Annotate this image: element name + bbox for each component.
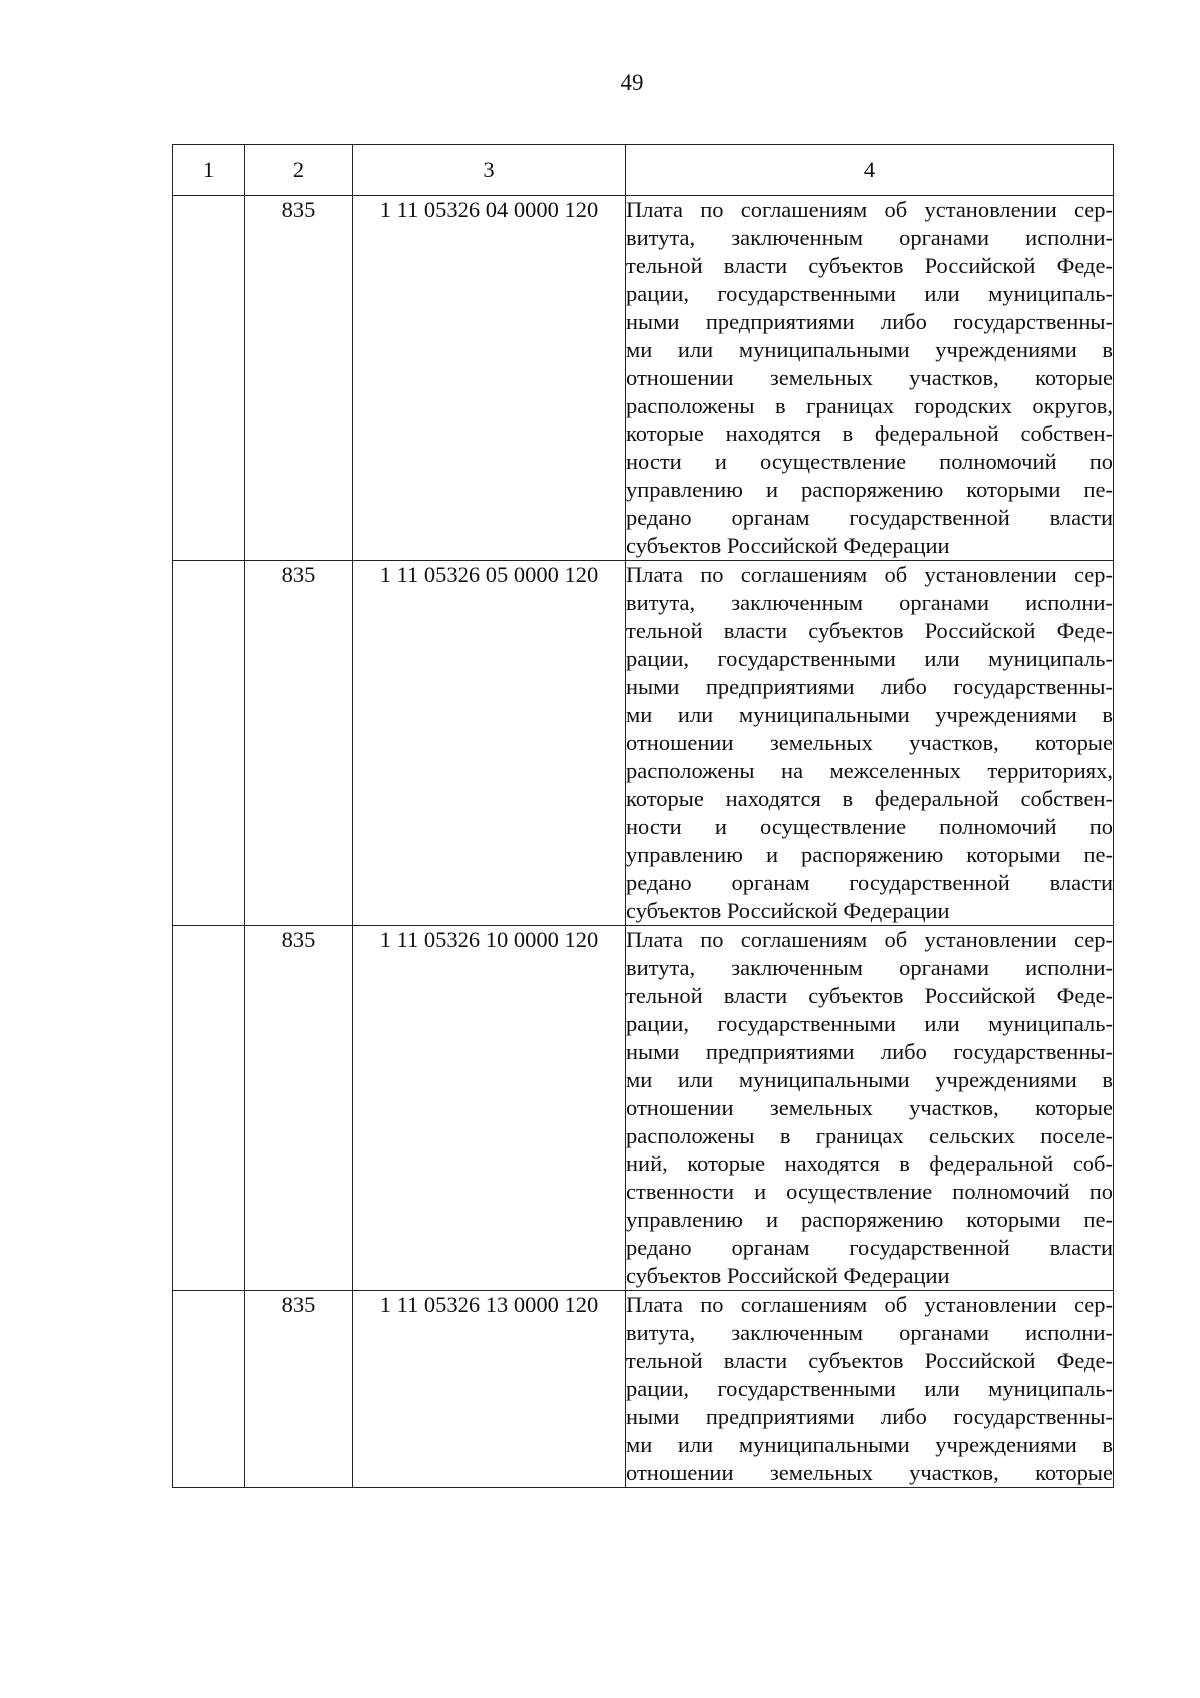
row-revenue-code-cell: 1 11 05326 05 0000 120 — [353, 561, 626, 926]
table-row — [173, 926, 1114, 1291]
description-line: ми или муниципальными учреждениями в — [626, 702, 1113, 727]
row-col1-cell — [173, 926, 245, 1291]
description-line: расположены на межселенных территориях, — [626, 758, 1113, 783]
description-line: редано органам государственной власти — [626, 1235, 1113, 1260]
description-line: ными предприятиями либо государственны- — [626, 1404, 1113, 1429]
table-row — [173, 561, 1114, 926]
description-line: расположены в границах сельских поселе- — [626, 1123, 1113, 1148]
row-revenue-code-cell: 1 11 05326 10 0000 120 — [353, 926, 626, 1291]
column-header-3: 3 — [353, 145, 626, 196]
description-line: ными предприятиями либо государственны- — [626, 674, 1113, 699]
description-line: ными предприятиями либо государственны- — [626, 309, 1113, 334]
description-line: которые находятся в федеральной собствен- — [626, 786, 1113, 811]
description-line: рации, государственными или муниципаль- — [626, 1011, 1113, 1036]
description-line: отношении земельных участков, которые — [626, 365, 1113, 390]
description-line: тельной власти субъектов Российской Феде- — [626, 253, 1113, 278]
description-line: Плата по соглашениям об установлении сер- — [626, 1292, 1113, 1317]
description-line: Плата по соглашениям об установлении сер- — [626, 927, 1113, 952]
description-line: управлению и распоряжению которыми пе- — [626, 1207, 1113, 1232]
row-description-cell — [626, 196, 1114, 561]
description-line: витута, заключенным органами исполни- — [626, 955, 1113, 980]
row-col1-cell — [173, 1291, 245, 1488]
description-line: ными предприятиями либо государственны- — [626, 1039, 1113, 1064]
description-line: ми или муниципальными учреждениями в — [626, 1067, 1113, 1092]
description-line: тельной власти субъектов Российской Феде- — [626, 1348, 1113, 1373]
column-header-4: 4 — [626, 145, 1114, 196]
description-line: субъектов Российской Федерации — [626, 1263, 950, 1288]
row-admin-code-cell: 835 — [245, 1291, 353, 1488]
description-line: витута, заключенным органами исполни- — [626, 225, 1113, 250]
row-admin-code-cell: 835 — [245, 196, 353, 561]
row-description-cell — [626, 561, 1114, 926]
description-line: тельной власти субъектов Российской Феде- — [626, 983, 1113, 1008]
description-line: витута, заключенным органами исполни- — [626, 1320, 1113, 1345]
description-line: ности и осуществление полномочий по — [626, 814, 1113, 839]
description-line: ми или муниципальными учреждениями в — [626, 337, 1113, 362]
description-line: рации, государственными или муниципаль- — [626, 281, 1113, 306]
description-line: ности и осуществление полномочий по — [626, 449, 1113, 474]
table-row — [173, 1291, 1114, 1488]
description-line: Плата по соглашениям об установлении сер- — [626, 197, 1113, 222]
row-revenue-code-cell: 1 11 05326 04 0000 120 — [353, 196, 626, 561]
table-header-row — [173, 145, 1114, 196]
column-header-1: 1 — [173, 145, 245, 196]
row-col1-cell — [173, 196, 245, 561]
description-line: рации, государственными или муниципаль- — [626, 646, 1113, 671]
description-line: ственности и осуществление полномочий по — [626, 1179, 1113, 1204]
revenue-codes-table — [172, 144, 1114, 1488]
description-line: управлению и распоряжению которыми пе- — [626, 842, 1113, 867]
description-line: отношении земельных участков, которые — [626, 1460, 1113, 1485]
table-body — [173, 196, 1114, 1488]
row-col1-cell — [173, 561, 245, 926]
description-line: субъектов Российской Федерации — [626, 898, 950, 923]
description-line: тельной власти субъектов Российской Феде- — [626, 618, 1113, 643]
row-admin-code-cell: 835 — [245, 926, 353, 1291]
page-number: 49 — [620, 70, 644, 95]
description-line: которые находятся в федеральной собствен- — [626, 421, 1113, 446]
description-line: субъектов Российской Федерации — [626, 533, 950, 558]
row-revenue-code-cell: 1 11 05326 13 0000 120 — [353, 1291, 626, 1488]
column-header-2: 2 — [245, 145, 353, 196]
description-line: Плата по соглашениям об установлении сер- — [626, 562, 1113, 587]
table-row — [173, 196, 1114, 561]
description-line: ний, которые находятся в федеральной соб- — [626, 1151, 1113, 1176]
description-line: отношении земельных участков, которые — [626, 1095, 1113, 1120]
row-description-cell — [626, 1291, 1114, 1488]
row-description-cell — [626, 926, 1114, 1291]
description-line: управлению и распоряжению которыми пе- — [626, 477, 1113, 502]
description-line: ми или муниципальными учреждениями в — [626, 1432, 1113, 1457]
row-admin-code-cell: 835 — [245, 561, 353, 926]
description-line: редано органам государственной власти — [626, 505, 1113, 530]
description-line: редано органам государственной власти — [626, 870, 1113, 895]
description-line: отношении земельных участков, которые — [626, 730, 1113, 755]
description-line: витута, заключенным органами исполни- — [626, 590, 1113, 615]
description-line: расположены в границах городских округов, — [626, 393, 1113, 418]
description-line: рации, государственными или муниципаль- — [626, 1376, 1113, 1401]
